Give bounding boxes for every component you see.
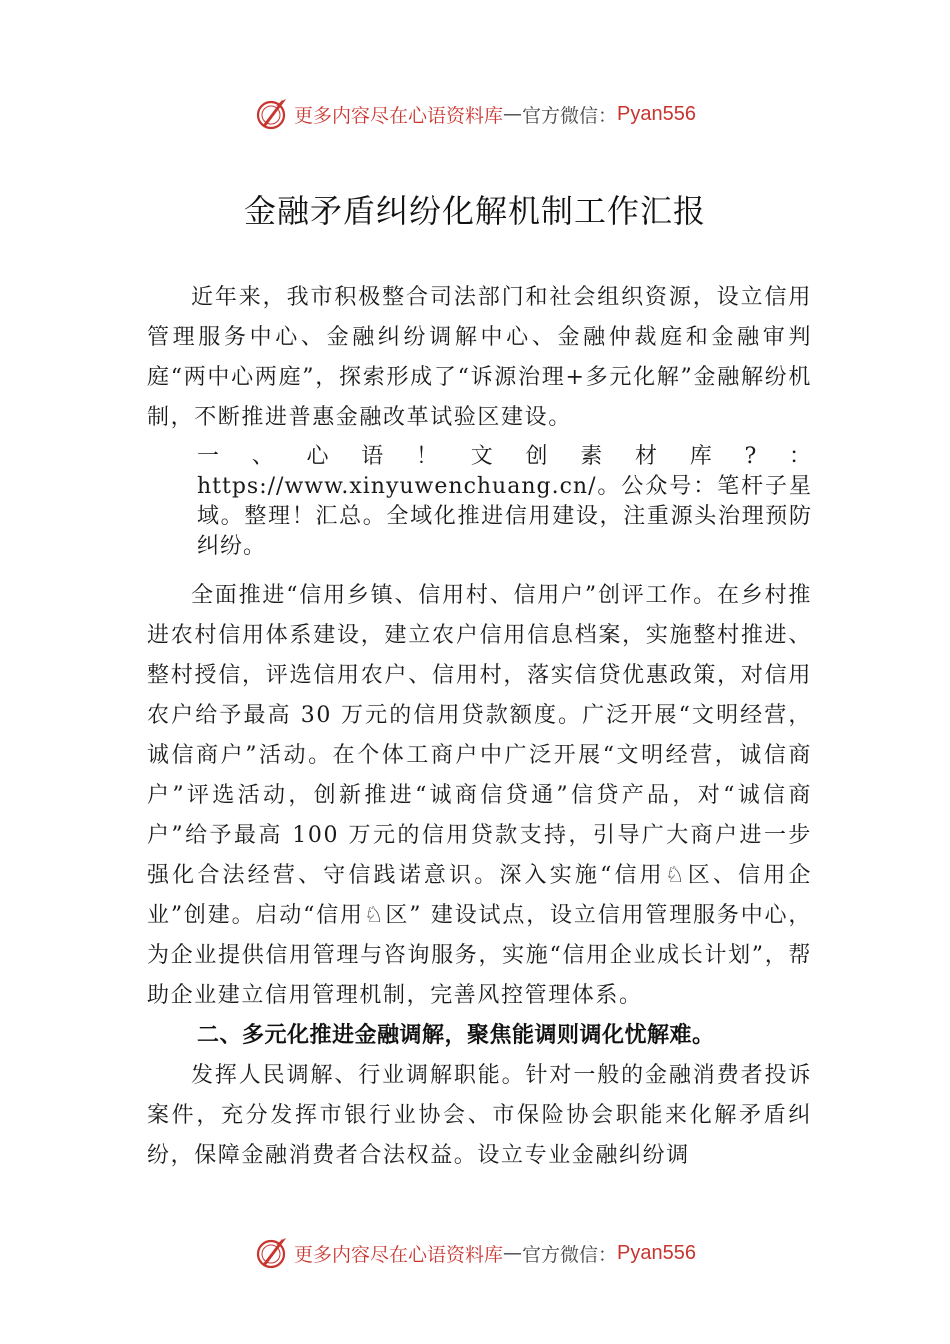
header-banner: [0, 94, 950, 134]
section-two-heading: 二、多元化推进金融调解，聚焦能调则调化忧解难。: [197, 1023, 715, 1048]
banner-brand: 更多内容尽在心语资料库: [294, 1243, 504, 1266]
paragraph-credit-rural: 全面推进“信用乡镇、信用村、信用户”创评工作。在乡村推进农村信用体系建设，建立农户信用信息档案，实施整村推进、整村授信，评选信用农户、信用村，落实信贷优惠政策，对信用农户给予最高 30 万元的信用贷款额度。广泛开展“文明经营，诚信商户”活动。在个体工商户中广泛开展“文明经营，诚信商户”评选活动，创新推进“诚商信贷通”信贷产品，对“诚信商户”给予最高 100 万元的信用贷款支持，引导广大商户进一步强化合法经营、守信践诺意识。深入实施“信用♘区、信用企业”创建。启动“信用♘区” 建设试点，设立信用管理服务中心，为企业提供信用管理与咨询服务，实施“信用企业成长计划”，帮助企业建立信用管理机制，完善风控管理体系。: [147, 583, 812, 1008]
banner-wechat-id: Pyan556: [617, 1241, 696, 1264]
document-body: [147, 278, 812, 1176]
document-title: 金融矛盾纠纷化解机制工作汇报: [243, 192, 706, 230]
quill-seal-icon: [254, 1235, 290, 1271]
quill-seal-icon: [254, 96, 290, 132]
banner-separator: —: [503, 1242, 523, 1264]
paragraph-mediation: 发挥人民调解、行业调解职能。针对一般的金融消费者投诉案件，充分发挥市银行业协会、市保险协会职能来化解矛盾纠纷，保障金融消费者合法权益。设立专业金融纠纷调: [147, 1063, 812, 1168]
paragraph-intro: 近年来，我市积极整合司法部门和社会组织资源，设立信用管理服务中心、金融纠纷调解中心、金融仲裁庭和金融审判庭“两中心两庭”，探索形成了“诉源治理+多元化解”金融解纷机制，不断推进普惠金融改革试验区建设。: [147, 285, 812, 430]
banner-wechat-id: Pyan556: [617, 102, 696, 125]
paragraph-section-one: 一、心语！文创素材库?：https://www.xinyuwenchuang.cn/。公众号：笔杆子星域。整理！汇总。全域化推进信用建设，注重源头治理预防纠纷。: [197, 444, 812, 559]
banner-separator: —: [503, 103, 523, 125]
banner-wechat-label: 官方微信：: [522, 104, 618, 127]
banner-brand: 更多内容尽在心语资料库: [294, 104, 504, 127]
banner-wechat-label: 官方微信：: [522, 1243, 618, 1266]
footer-banner: [0, 1233, 950, 1273]
